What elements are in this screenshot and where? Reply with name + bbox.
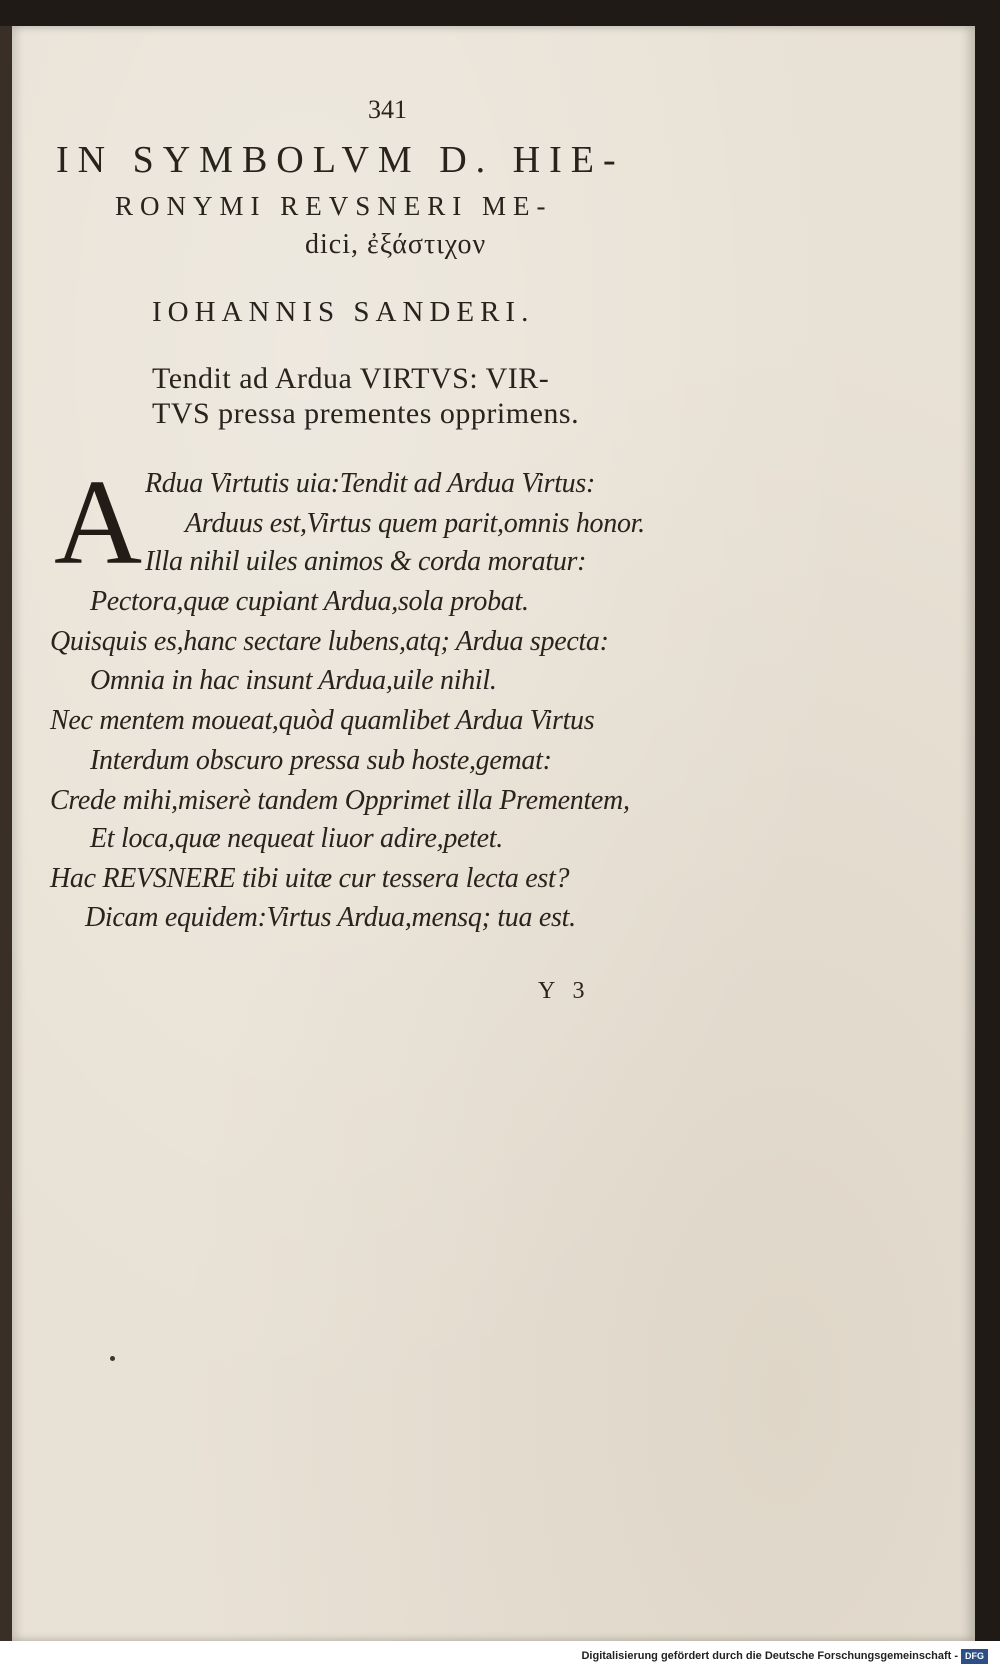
verse-line-7: Nec mentem moueat,quòd quamlibet Ardua Virtus [50, 705, 595, 736]
verse-line-9: Crede mihi,miserè tandem Opprimet illa Prementem, [50, 785, 630, 816]
drop-cap: A [54, 455, 143, 590]
verse-line-10: Et loca,quæ nequeat liuor adire,petet. [90, 823, 503, 854]
verse-line-5: Quisquis es,hanc sectare lubens,atq; Ardua specta: [50, 626, 609, 657]
verse-line-8: Interdum obscuro pressa sub hoste,gemat: [90, 745, 552, 776]
footer-credit: Digitalisierung gefördert durch die Deutsche Forschungsgemeinschaft - [581, 1650, 958, 1662]
title-line-1: IN SYMBOLVM D. HIE- [56, 139, 625, 181]
dfg-logo-icon: DFG [961, 1649, 988, 1664]
footer-bar [0, 1641, 1000, 1673]
verse-line-11: Hac REVSNERE tibi uitæ cur tessera lecta est? [50, 863, 570, 894]
signature-mark: Y 3 [538, 978, 591, 1004]
motto-line-1: Tendit ad Ardua VIRTVS: VIR- [152, 362, 550, 395]
verse-line-1: Rdua Virtutis uia:Tendit ad Ardua Virtus: [145, 468, 595, 499]
author-name: IOHANNIS SANDERI. [152, 296, 535, 328]
ink-spot [110, 1356, 115, 1361]
verse-line-6: Omnia in hac insunt Ardua,uile nihil. [90, 665, 497, 696]
motto-line-2: TVS pressa prementes opprimens. [152, 397, 580, 430]
title-line-3: dici, ἐξάστιχον [305, 229, 487, 260]
verse-line-4: Pectora,quæ cupiant Ardua,sola probat. [90, 586, 529, 617]
verse-line-3: Illa nihil uiles animos & corda moratur: [145, 546, 587, 577]
book-spine [0, 26, 12, 1641]
verse-line-12: Dicam equidem:Virtus Ardua,mensq; tua est. [85, 902, 576, 933]
verse-line-2: Arduus est,Virtus quem parit,omnis honor. [185, 508, 645, 539]
title-line-2: RONYMI REVSNERI ME- [115, 191, 553, 221]
page-number: 341 [368, 95, 407, 124]
